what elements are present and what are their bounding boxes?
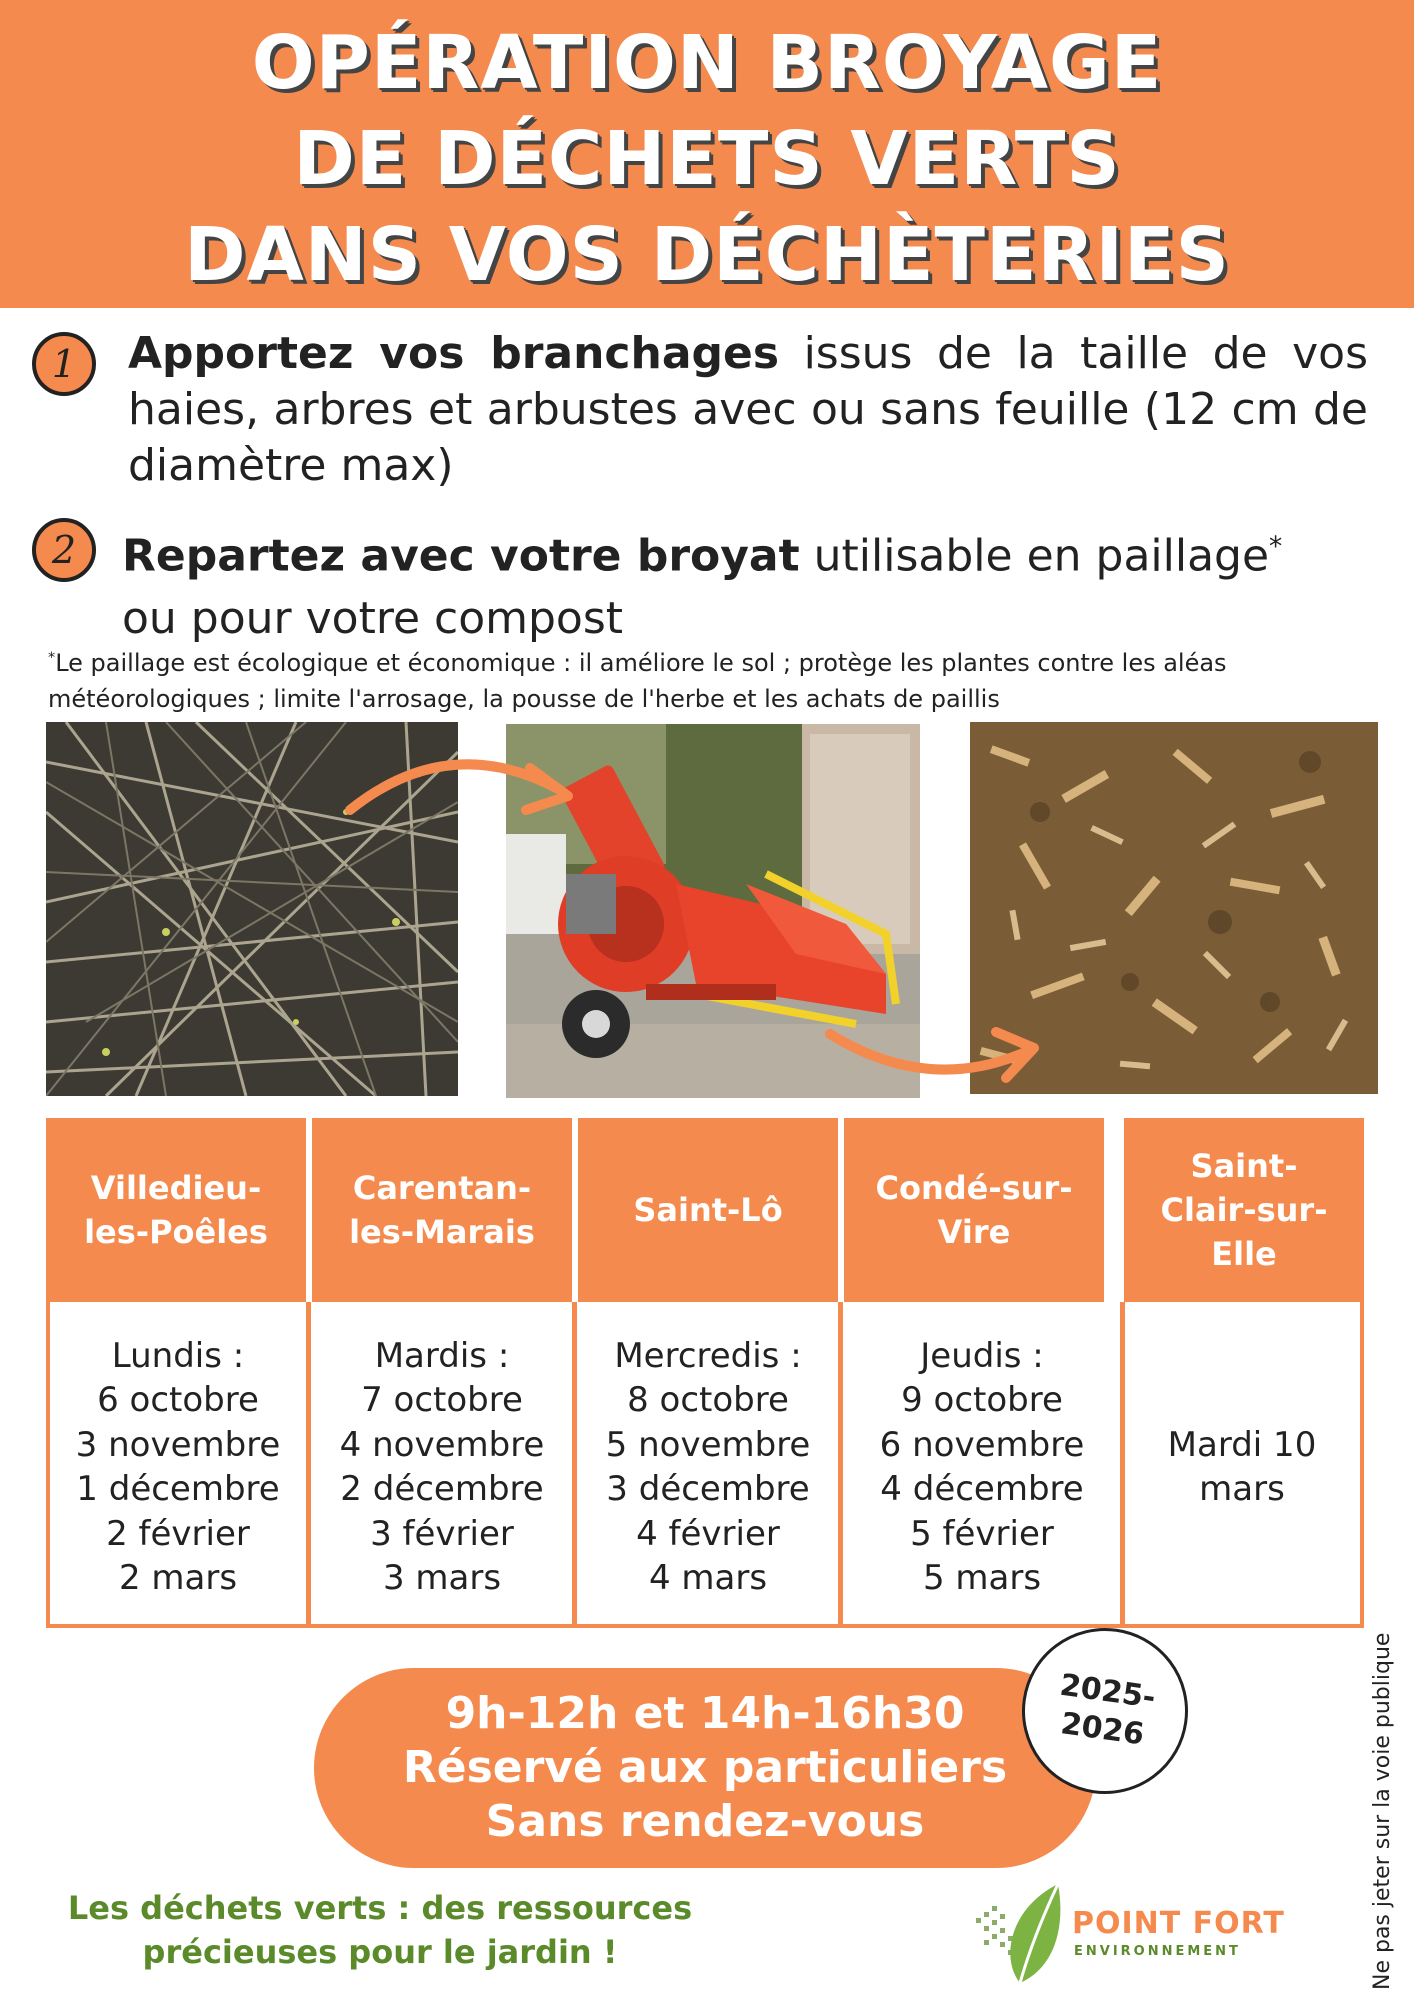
date-line: 3 février <box>370 1513 514 1554</box>
reserved-line: Réservé aux particuliers <box>402 1742 1008 1793</box>
date-line: 3 novembre <box>75 1424 281 1465</box>
arrow-icon <box>340 740 580 830</box>
column-divider <box>306 1302 311 1628</box>
leaf-icon <box>970 1878 1070 1988</box>
slogan-line-2: précieuses pour le jardin ! <box>142 1933 618 1971</box>
column-divider <box>1120 1302 1125 1628</box>
date-line: 4 décembre <box>880 1469 1084 1509</box>
date-line: 4 novembre <box>339 1424 545 1465</box>
paillage-footnote <box>48 640 1378 717</box>
logo-subtitle: ENVIRONNEMENT <box>1074 1944 1241 1959</box>
site-header <box>578 1118 838 1302</box>
date-line: Mardis : <box>374 1335 510 1376</box>
site-name-line: Carentan- <box>352 1169 532 1207</box>
step-2-bold: Repartez avec votre broyat <box>122 530 800 582</box>
step-1-rest: issus de la taille de vos haies, arbres et arbustes avec ou sans feuille (12 cm de diamètre max) <box>128 328 1368 491</box>
hours-pill <box>314 1668 1096 1868</box>
date-line: Mardi 10 <box>1167 1424 1317 1465</box>
site-header <box>1124 1118 1364 1302</box>
date-line: 2 décembre <box>340 1469 544 1509</box>
step-2-rest2: ou pour votre compost <box>122 592 623 644</box>
date-line: 1 décembre <box>76 1469 280 1509</box>
slogan-line-1: Les déchets verts : des ressources <box>67 1889 693 1927</box>
site-name-line: Villedieu- <box>90 1169 262 1207</box>
site-name-line: Elle <box>1211 1235 1277 1273</box>
date-line: 7 octobre <box>361 1380 523 1420</box>
date-line: 5 novembre <box>605 1424 811 1465</box>
site-name-line: Condé-sur- <box>875 1169 1073 1207</box>
date-line: 2 mars <box>118 1558 238 1598</box>
site-name-line: Vire <box>937 1213 1011 1251</box>
footnote-text: Le paillage est écologique et économique : il améliore le sol ; protège les plantes contre les aléas météorologiques ; limite l'arrosage, la pousse de l'herbe et les achats de paillis <box>48 649 1227 713</box>
title-line-3: DANS VOS DÉCHÈTERIES <box>184 212 1230 298</box>
date-line: 5 mars <box>922 1558 1042 1598</box>
date-line: 5 février <box>910 1513 1054 1554</box>
date-line: 8 octobre <box>627 1380 789 1420</box>
date-line: mars <box>1199 1469 1285 1509</box>
column-divider <box>572 1302 577 1628</box>
schedule-table <box>46 1118 1364 1628</box>
hours-line: 9h-12h et 14h-16h30 <box>445 1688 965 1739</box>
step-2-text <box>122 516 1372 650</box>
logo-name: POINT FORT <box>1072 1906 1285 1941</box>
season-line-2: 2026 <box>1058 1706 1147 1753</box>
step-2-number: 2 <box>32 518 96 582</box>
step-2-asterisk: * <box>1269 531 1283 562</box>
site-header <box>844 1118 1104 1302</box>
column-divider <box>838 1302 843 1628</box>
date-line: 2 février <box>106 1513 250 1554</box>
step-1-number: 1 <box>32 332 96 396</box>
date-line: 9 octobre <box>901 1380 1063 1420</box>
site-name-line: Clair-sur- <box>1160 1191 1328 1229</box>
dates-cell <box>844 1306 1120 1628</box>
title-line-2: DE DÉCHETS VERTS <box>293 116 1121 202</box>
dates-cell <box>50 1306 306 1628</box>
site-header <box>312 1118 572 1302</box>
no-appointment-line: Sans rendez-vous <box>485 1796 925 1847</box>
date-line: Jeudis : <box>920 1335 1044 1376</box>
title-line-1: OPÉRATION BROYAGE <box>251 20 1163 106</box>
step-1-text <box>128 326 1368 494</box>
point-fort-logo <box>970 1878 1320 1988</box>
site-name-line: Saint- <box>1190 1147 1298 1185</box>
step-1-bold: Apportez vos branchages <box>128 328 780 379</box>
step-2-rest: utilisable en paillage <box>799 530 1270 582</box>
header-banner <box>0 0 1414 308</box>
site-name-line: les-Marais <box>349 1213 535 1251</box>
dates-cell <box>1124 1306 1360 1628</box>
site-name-line: les-Poêles <box>84 1213 268 1251</box>
season-line-1: 2025- <box>1057 1667 1158 1716</box>
site-name-line: Saint-Lô <box>633 1191 783 1229</box>
date-line: 3 mars <box>382 1558 502 1598</box>
dates-cell <box>312 1306 572 1628</box>
date-line: Mercredis : <box>614 1335 802 1376</box>
date-line: Lundis : <box>111 1335 245 1376</box>
date-line: 6 novembre <box>879 1424 1085 1465</box>
dates-cell <box>578 1306 838 1628</box>
date-line: 3 décembre <box>606 1469 810 1509</box>
slogan <box>60 1886 700 1974</box>
date-line: 4 mars <box>648 1558 768 1598</box>
litter-notice: Ne pas jeter sur la voie publique <box>1370 1632 1395 1990</box>
arrow-icon <box>820 1010 1050 1100</box>
date-line: 4 février <box>636 1513 780 1554</box>
site-header <box>46 1118 306 1302</box>
footnote-marker: * <box>48 650 56 666</box>
date-line: 6 octobre <box>97 1380 259 1420</box>
